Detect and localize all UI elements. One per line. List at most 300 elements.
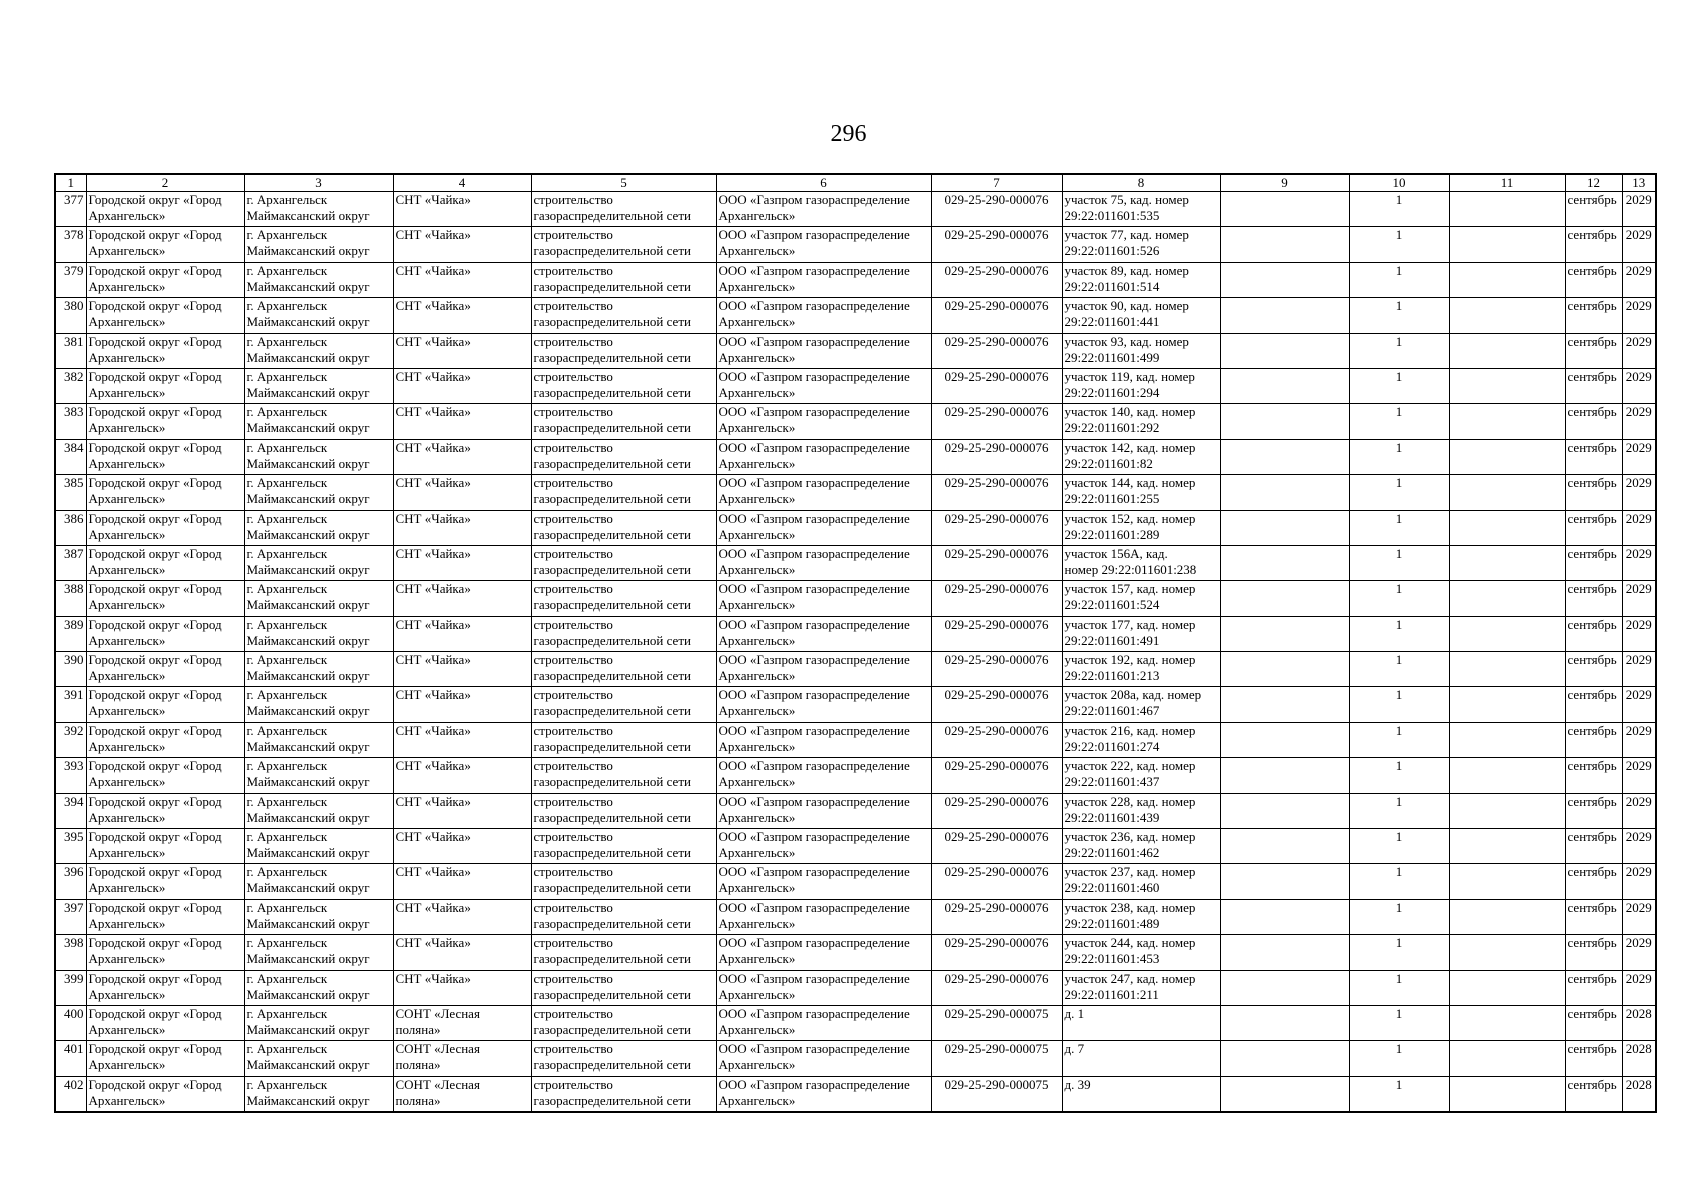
organization-cell — [716, 333, 931, 368]
cell-line: СОНТ «Лесная — [395, 1041, 480, 1057]
cell-line — [396, 491, 529, 507]
cell-line: газораспределительной сети — [533, 597, 691, 613]
cell-line: поляна» — [395, 1021, 441, 1037]
cell-line: газораспределительной сети — [533, 526, 691, 542]
cell-line: ООО «Газпром газораспределение — [718, 581, 910, 597]
cell-line: СНТ «Чайка» — [395, 439, 471, 455]
cell-line: ООО «Газпром газораспределение — [718, 829, 910, 845]
month-cell: сентябрь — [1565, 227, 1622, 262]
cell-line: Архангельск» — [718, 738, 796, 754]
count-cell: 1 — [1349, 192, 1449, 227]
cell-line: Архангельск» — [718, 597, 796, 613]
registry-code-cell: 029-25-290-000076 — [931, 333, 1062, 368]
column-number-row — [55, 174, 1656, 192]
month-cell: сентябрь — [1565, 652, 1622, 687]
cell-line: строительство — [533, 1041, 613, 1057]
column-number: 2 — [86, 174, 244, 192]
cell-line: участок 192, кад. номер — [1064, 652, 1196, 668]
organization-cell — [716, 475, 931, 510]
cell-line: Архангельск» — [718, 703, 796, 719]
municipality-cell — [86, 439, 244, 474]
settlement-cell — [393, 404, 531, 439]
cell-line: участок 228, кад. номер — [1064, 793, 1196, 809]
cell-line: г. Архангельск — [246, 333, 328, 349]
count-cell: 1 — [1349, 262, 1449, 297]
cell-line — [396, 774, 529, 790]
row-number-cell: 383 — [55, 404, 86, 439]
cell-line: участок 222, кад. номер — [1064, 758, 1196, 774]
municipality-cell — [86, 652, 244, 687]
cell-line: СНТ «Чайка» — [395, 368, 471, 384]
cell-line: Маймаксанский округ — [246, 208, 370, 223]
organization-cell — [716, 192, 931, 227]
cell-line: Архангельск» — [88, 703, 166, 719]
cell-line: участок 152, кад. номер — [1064, 510, 1196, 526]
municipality-cell — [86, 970, 244, 1005]
cell-line — [396, 845, 529, 861]
cell-line: г. Архангельск — [246, 404, 328, 420]
district-cell — [244, 1041, 393, 1076]
column-9-cell — [1220, 262, 1349, 297]
settlement-cell — [393, 687, 531, 722]
cell-line: газораспределительной сети — [533, 986, 691, 1002]
work-type-cell — [531, 970, 716, 1005]
municipality-cell — [86, 510, 244, 545]
cell-line: ООО «Газпром газораспределение — [718, 439, 910, 455]
settlement-cell — [393, 722, 531, 757]
year-cell: 2029 — [1622, 864, 1656, 899]
year-cell: 2029 — [1622, 368, 1656, 403]
registry-code-cell: 029-25-290-000076 — [931, 510, 1062, 545]
cell-line: Городской округ «Город — [88, 793, 222, 809]
column-number: 13 — [1622, 174, 1656, 192]
work-type-cell — [531, 262, 716, 297]
table-row — [55, 581, 1656, 616]
cell-line: Городской округ «Город — [88, 545, 222, 561]
cell-line: Архангельск» — [88, 314, 166, 330]
cell-line: Архангельск» — [88, 1092, 166, 1108]
cell-line: Городской округ «Город — [88, 368, 222, 384]
column-11-cell — [1449, 581, 1565, 616]
cell-line: 29:22:011601:491 — [1064, 632, 1160, 648]
cell-line: Архангельск» — [718, 986, 796, 1002]
column-9-cell — [1220, 227, 1349, 262]
year-cell: 2029 — [1622, 439, 1656, 474]
cell-line: строительство — [533, 758, 613, 774]
year-cell: 2029 — [1622, 227, 1656, 262]
month-cell: сентябрь — [1565, 899, 1622, 934]
registry-code-cell: 029-25-290-000075 — [931, 1005, 1062, 1040]
cell-line: Архангельск» — [88, 349, 166, 365]
cell-line: 29:22:011601:462 — [1064, 845, 1160, 861]
cell-line — [396, 243, 529, 259]
column-number: 7 — [931, 174, 1062, 192]
column-9-cell — [1220, 439, 1349, 474]
cell-line: г. Архангельск — [246, 793, 328, 809]
table-body — [55, 192, 1656, 1112]
count-cell: 1 — [1349, 616, 1449, 651]
cell-line: газораспределительной сети — [533, 915, 691, 931]
work-type-cell — [531, 368, 716, 403]
registry-code-cell: 029-25-290-000076 — [931, 758, 1062, 793]
count-cell: 1 — [1349, 227, 1449, 262]
plot-cell — [1062, 1005, 1220, 1040]
work-type-cell — [531, 864, 716, 899]
cell-line: строительство — [533, 545, 613, 561]
column-9-cell — [1220, 545, 1349, 580]
cell-line: г. Архангельск — [246, 616, 328, 632]
row-number-cell: 390 — [55, 652, 86, 687]
municipality-cell — [86, 333, 244, 368]
cell-line: Архангельск» — [88, 738, 166, 754]
district-cell — [244, 652, 393, 687]
row-number-cell: 377 — [55, 192, 86, 227]
cell-line: 29:22:011601:460 — [1064, 880, 1160, 896]
registry-code-cell: 029-25-290-000075 — [931, 1076, 1062, 1111]
organization-cell — [716, 581, 931, 616]
column-11-cell — [1449, 368, 1565, 403]
registry-code-cell: 029-25-290-000076 — [931, 687, 1062, 722]
registry-code-cell: 029-25-290-000076 — [931, 404, 1062, 439]
registry-code-cell: 029-25-290-000076 — [931, 368, 1062, 403]
district-cell — [244, 758, 393, 793]
settlement-cell — [393, 510, 531, 545]
count-cell: 1 — [1349, 829, 1449, 864]
cell-line — [396, 880, 529, 896]
cell-line: Архангельск» — [718, 668, 796, 684]
registry-code-cell: 029-25-290-000076 — [931, 581, 1062, 616]
plot-cell — [1062, 298, 1220, 333]
district-cell — [244, 545, 393, 580]
column-9-cell — [1220, 687, 1349, 722]
cell-line: 29:22:011601:535 — [1064, 208, 1160, 223]
district-cell — [244, 298, 393, 333]
column-number: 9 — [1220, 174, 1349, 192]
column-11-cell — [1449, 616, 1565, 651]
organization-cell — [716, 970, 931, 1005]
plot-cell — [1062, 1041, 1220, 1076]
cell-line: г. Архангельск — [246, 687, 328, 703]
organization-cell — [716, 368, 931, 403]
municipality-cell — [86, 404, 244, 439]
count-cell: 1 — [1349, 722, 1449, 757]
cell-line: Маймаксанский округ — [246, 491, 370, 507]
cell-line: газораспределительной сети — [533, 774, 691, 790]
settlement-cell — [393, 758, 531, 793]
year-cell: 2028 — [1622, 1076, 1656, 1111]
cell-line: СНТ «Чайка» — [395, 758, 471, 774]
cell-line: участок 244, кад. номер — [1064, 935, 1196, 951]
cell-line: газораспределительной сети — [533, 278, 691, 294]
cell-line — [396, 703, 529, 719]
work-type-cell — [531, 829, 716, 864]
cell-line: 29:22:011601:82 — [1064, 455, 1153, 471]
cell-line: строительство — [533, 935, 613, 951]
cell-line: г. Архангельск — [246, 1005, 328, 1021]
organization-cell — [716, 899, 931, 934]
cell-line: Архангельск» — [88, 668, 166, 684]
cell-line — [396, 810, 529, 826]
cell-line: номер 29:22:011601:238 — [1064, 561, 1197, 577]
column-11-cell — [1449, 298, 1565, 333]
table-row — [55, 545, 1656, 580]
cell-line — [396, 385, 529, 401]
district-cell — [244, 935, 393, 970]
column-11-cell — [1449, 793, 1565, 828]
municipality-cell — [86, 793, 244, 828]
year-cell: 2029 — [1622, 935, 1656, 970]
municipality-cell — [86, 829, 244, 864]
row-number-cell: 379 — [55, 262, 86, 297]
organization-cell — [716, 404, 931, 439]
settlement-cell — [393, 475, 531, 510]
cell-line: Маймаксанский округ — [246, 526, 370, 542]
year-cell: 2029 — [1622, 510, 1656, 545]
cell-line: 29:22:011601:274 — [1064, 738, 1160, 754]
table-row — [55, 227, 1656, 262]
municipality-cell — [86, 368, 244, 403]
registry-code-cell: 029-25-290-000076 — [931, 899, 1062, 934]
settlement-cell — [393, 227, 531, 262]
organization-cell — [716, 652, 931, 687]
cell-line: ООО «Газпром газораспределение — [718, 192, 910, 207]
cell-line: ООО «Газпром газораспределение — [718, 1005, 910, 1021]
cell-line: г. Архангельск — [246, 1076, 328, 1092]
cell-line: 29:22:011601:255 — [1064, 491, 1160, 507]
cell-line: участок 93, кад. номер — [1064, 333, 1189, 349]
cell-line: участок 208а, кад. номер — [1064, 687, 1202, 703]
cell-line: г. Архангельск — [246, 368, 328, 384]
cell-line: участок 142, кад. номер — [1064, 439, 1196, 455]
cell-line: строительство — [533, 192, 613, 207]
row-number-cell: 398 — [55, 935, 86, 970]
column-11-cell — [1449, 1076, 1565, 1111]
row-number-cell: 391 — [55, 687, 86, 722]
cell-line: ООО «Газпром газораспределение — [718, 652, 910, 668]
municipality-cell — [86, 722, 244, 757]
cell-line: участок 247, кад. номер — [1064, 970, 1196, 986]
cell-line: Архангельск» — [718, 349, 796, 365]
work-type-cell — [531, 1076, 716, 1111]
cell-line: СНТ «Чайка» — [395, 333, 471, 349]
column-number: 3 — [244, 174, 393, 192]
organization-cell — [716, 758, 931, 793]
cell-line — [396, 562, 529, 578]
cell-line: Архангельск» — [718, 951, 796, 967]
cell-line: СНТ «Чайка» — [395, 581, 471, 597]
cell-line: Архангельск» — [88, 632, 166, 648]
cell-line: Городской округ «Город — [88, 298, 222, 314]
cell-line: Городской округ «Город — [88, 970, 222, 986]
cell-line: газораспределительной сети — [533, 668, 691, 684]
cell-line: г. Архангельск — [246, 262, 328, 278]
cell-line: участок 119, кад. номер — [1064, 368, 1195, 384]
cell-line: строительство — [533, 616, 613, 632]
row-number-cell: 384 — [55, 439, 86, 474]
cell-line: 29:22:011601:467 — [1064, 703, 1160, 719]
table-row — [55, 1076, 1656, 1111]
settlement-cell — [393, 935, 531, 970]
cell-line: строительство — [533, 652, 613, 668]
cell-line: газораспределительной сети — [533, 738, 691, 754]
organization-cell — [716, 687, 931, 722]
month-cell: сентябрь — [1565, 970, 1622, 1005]
cell-line: г. Архангельск — [246, 510, 328, 526]
cell-line: СОНТ «Лесная — [395, 1005, 480, 1021]
cell-line: газораспределительной сети — [533, 384, 691, 400]
cell-line: газораспределительной сети — [533, 561, 691, 577]
cell-line: Городской округ «Город — [88, 687, 222, 703]
cell-line: строительство — [533, 262, 613, 278]
work-type-cell — [531, 298, 716, 333]
cell-line: строительство — [533, 829, 613, 845]
municipality-cell — [86, 1076, 244, 1111]
cell-line: 29:22:011601:292 — [1064, 420, 1160, 436]
organization-cell — [716, 935, 931, 970]
cell-line: СНТ «Чайка» — [395, 899, 471, 915]
organization-cell — [716, 439, 931, 474]
count-cell: 1 — [1349, 899, 1449, 934]
registry-code-cell: 029-25-290-000076 — [931, 475, 1062, 510]
plot-cell — [1062, 793, 1220, 828]
cell-line: СНТ «Чайка» — [395, 652, 471, 668]
cell-line: Архангельск» — [718, 384, 796, 400]
count-cell: 1 — [1349, 1005, 1449, 1040]
plot-cell — [1062, 1076, 1220, 1111]
municipality-cell — [86, 616, 244, 651]
cell-line — [396, 208, 529, 224]
column-9-cell — [1220, 722, 1349, 757]
column-9-cell — [1220, 793, 1349, 828]
settlement-cell — [393, 899, 531, 934]
table-row — [55, 192, 1656, 227]
month-cell: сентябрь — [1565, 298, 1622, 333]
work-type-cell — [531, 793, 716, 828]
cell-line: участок 144, кад. номер — [1064, 475, 1196, 491]
registry-table — [54, 173, 1657, 1113]
year-cell: 2029 — [1622, 192, 1656, 227]
row-number-cell: 380 — [55, 298, 86, 333]
organization-cell — [716, 510, 931, 545]
district-cell — [244, 333, 393, 368]
cell-line: г. Архангельск — [246, 1041, 328, 1057]
work-type-cell — [531, 758, 716, 793]
work-type-cell — [531, 899, 716, 934]
cell-line: Маймаксанский округ — [246, 314, 370, 330]
settlement-cell — [393, 652, 531, 687]
column-9-cell — [1220, 970, 1349, 1005]
cell-line: Архангельск» — [718, 314, 796, 330]
plot-cell — [1062, 192, 1220, 227]
cell-line: СНТ «Чайка» — [395, 970, 471, 986]
row-number-cell: 396 — [55, 864, 86, 899]
count-cell: 1 — [1349, 510, 1449, 545]
plot-cell — [1062, 581, 1220, 616]
row-number-cell: 394 — [55, 793, 86, 828]
cell-line: СНТ «Чайка» — [395, 935, 471, 951]
registry-code-cell: 029-25-290-000076 — [931, 545, 1062, 580]
cell-line: СНТ «Чайка» — [395, 262, 471, 278]
count-cell: 1 — [1349, 439, 1449, 474]
cell-line: Архангельск» — [88, 774, 166, 790]
column-9-cell — [1220, 298, 1349, 333]
cell-line: СНТ «Чайка» — [395, 227, 471, 243]
cell-line: Маймаксанский округ — [246, 845, 370, 861]
cell-line: г. Архангельск — [246, 722, 328, 738]
settlement-cell — [393, 970, 531, 1005]
cell-line — [396, 350, 529, 366]
year-cell: 2029 — [1622, 687, 1656, 722]
cell-line: ООО «Газпром газораспределение — [718, 970, 910, 986]
work-type-cell — [531, 475, 716, 510]
municipality-cell — [86, 935, 244, 970]
settlement-cell — [393, 439, 531, 474]
cell-line: Городской округ «Город — [88, 616, 222, 632]
column-11-cell — [1449, 262, 1565, 297]
cell-line: строительство — [533, 510, 613, 526]
plot-cell — [1062, 758, 1220, 793]
settlement-cell — [393, 829, 531, 864]
municipality-cell — [86, 262, 244, 297]
cell-line: Маймаксанский округ — [246, 243, 370, 259]
settlement-cell — [393, 333, 531, 368]
column-11-cell — [1449, 864, 1565, 899]
column-11-cell — [1449, 1005, 1565, 1040]
column-11-cell — [1449, 687, 1565, 722]
cell-line: ООО «Газпром газораспределение — [718, 404, 910, 420]
cell-line: Архангельск» — [718, 915, 796, 931]
cell-line: СНТ «Чайка» — [395, 192, 471, 207]
cell-line: г. Архангельск — [246, 298, 328, 314]
cell-line: газораспределительной сети — [533, 1057, 691, 1073]
cell-line: СНТ «Чайка» — [395, 722, 471, 738]
row-number-cell: 378 — [55, 227, 86, 262]
cell-line: г. Архангельск — [246, 439, 328, 455]
plot-cell — [1062, 970, 1220, 1005]
cell-line: участок 216, кад. номер — [1064, 722, 1196, 738]
cell-line: Архангельск» — [88, 986, 166, 1002]
column-11-cell — [1449, 545, 1565, 580]
settlement-cell — [393, 1076, 531, 1111]
year-cell: 2029 — [1622, 475, 1656, 510]
settlement-cell — [393, 192, 531, 227]
column-9-cell — [1220, 616, 1349, 651]
cell-line: участок 140, кад. номер — [1064, 404, 1196, 420]
row-number-cell: 392 — [55, 722, 86, 757]
cell-line: ООО «Газпром газораспределение — [718, 793, 910, 809]
cell-line: Архангельск» — [718, 774, 796, 790]
work-type-cell — [531, 652, 716, 687]
cell-line: СНТ «Чайка» — [395, 298, 471, 314]
registry-code-cell: 029-25-290-000076 — [931, 298, 1062, 333]
row-number-cell: 395 — [55, 829, 86, 864]
cell-line: участок 177, кад. номер — [1064, 616, 1196, 632]
cell-line: 29:22:011601:437 — [1064, 774, 1160, 790]
cell-line: газораспределительной сети — [533, 809, 691, 825]
district-cell — [244, 616, 393, 651]
cell-line: 29:22:011601:526 — [1064, 243, 1160, 259]
column-9-cell — [1220, 864, 1349, 899]
cell-line: газораспределительной сети — [533, 880, 691, 896]
cell-line: Маймаксанский округ — [246, 774, 370, 790]
settlement-cell — [393, 1005, 531, 1040]
district-cell — [244, 687, 393, 722]
column-9-cell — [1220, 333, 1349, 368]
municipality-cell — [86, 192, 244, 227]
organization-cell — [716, 864, 931, 899]
month-cell: сентябрь — [1565, 1005, 1622, 1040]
cell-line: Городской округ «Город — [88, 722, 222, 738]
